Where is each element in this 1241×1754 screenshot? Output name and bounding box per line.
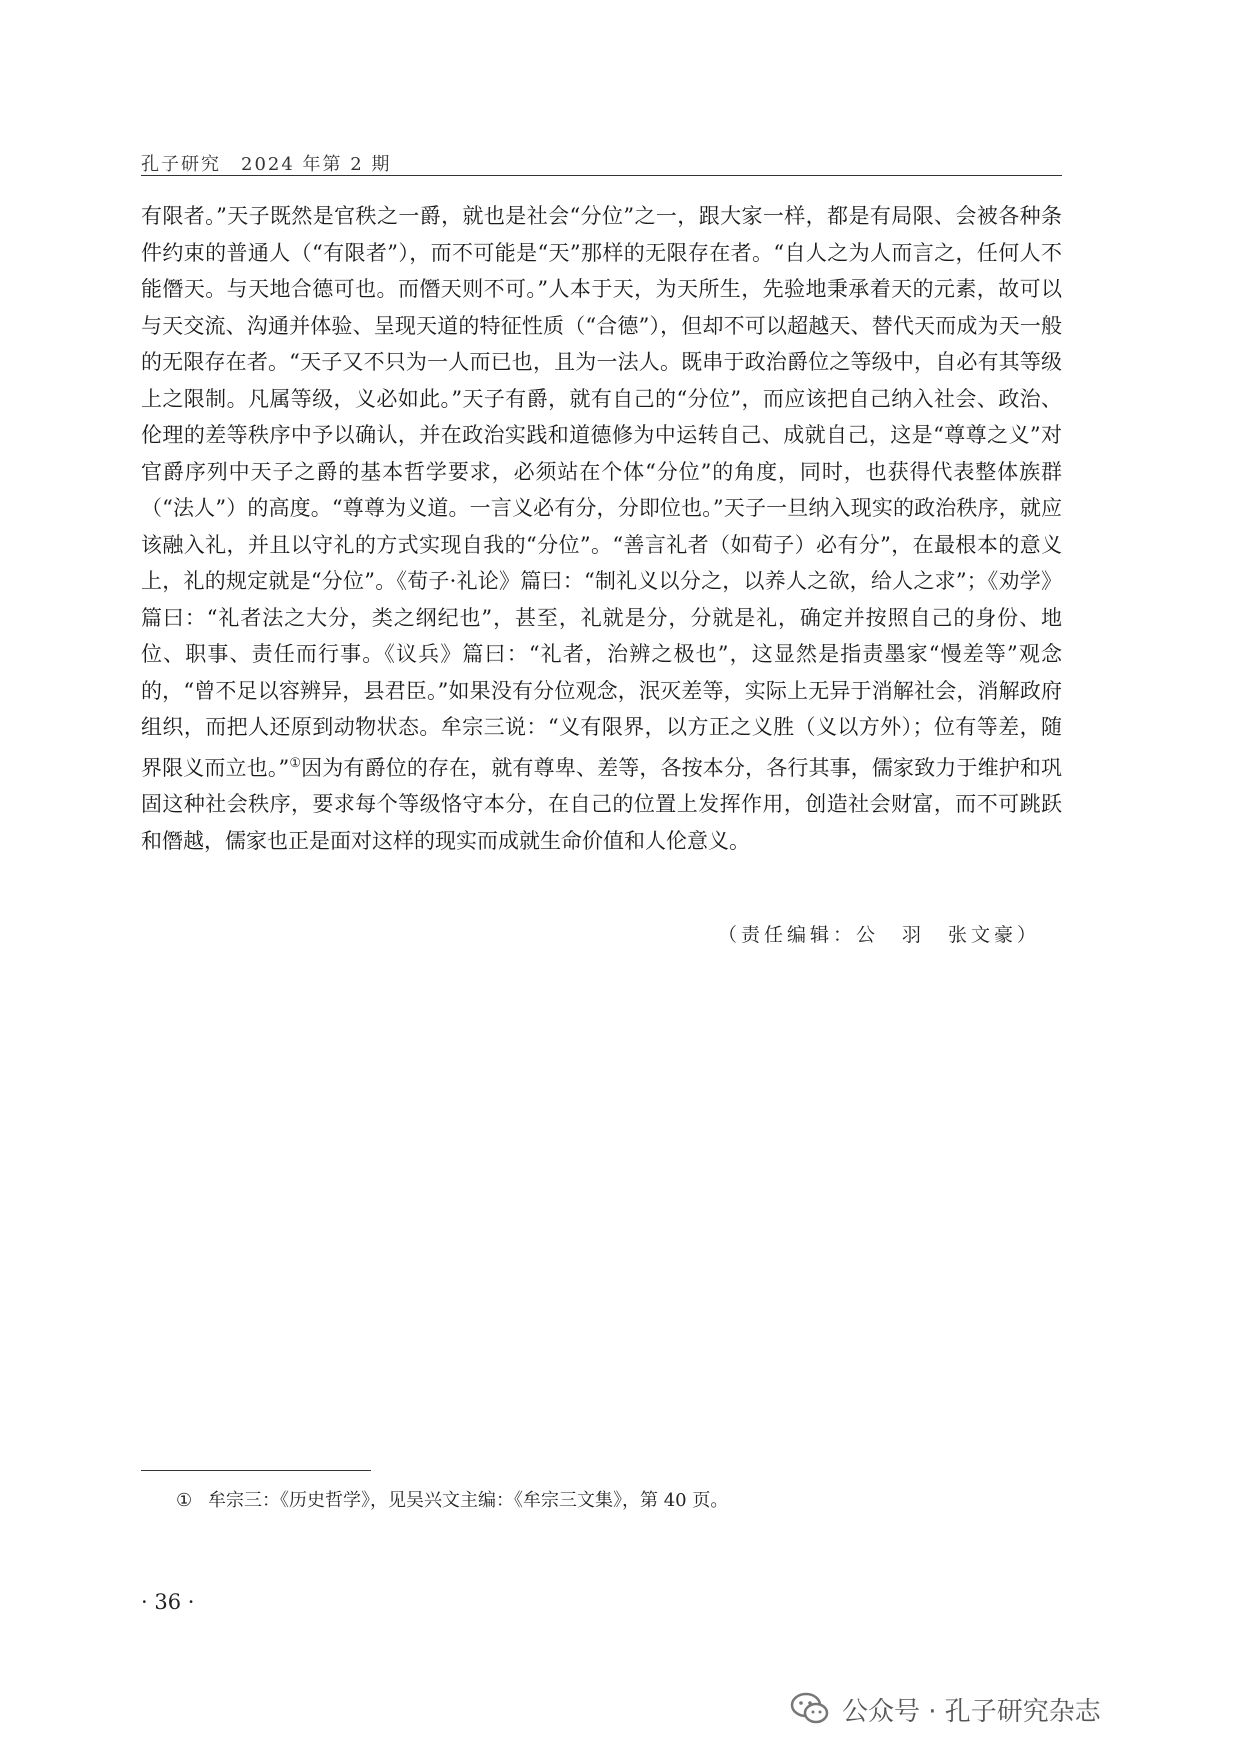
article-body: [141, 198, 1062, 859]
footnote-text: 牟宗三：《历史哲学》，见吴兴文主编：《牟宗三文集》，第 40 页。: [208, 1490, 729, 1511]
body-paragraph: [141, 198, 1062, 859]
footnote-mark: ①: [176, 1490, 193, 1511]
paragraph-text: 有限者。”天子既然是官秩之一爵，就也是社会“分位”之一，跟大家一样，都是有局限、会被各种条件约束的普通人（“有限者”），而不可能是“天”那样的无限存在者。“自人之为人而言之，任何人不能僭天。与天地合德可也。而僭天则不可。”人本于天，为天所生，先验地秉承着天的元素，故可以与天交流、沟通并体验、呈现天道的特征性质（“合德”），但却不可以超越天、替代天而成为天一般的无限存在者。“天子又不只为一人而已也，且为一法人。既串于政治爵位之等级中，自必有其等级上之限制。凡属等级，义必如此。”天子有爵，就有自己的“分位”，而应该把自己纳入社会、政治、伦理的差等秩序中予以确认，并在政治实践和道德修为中运转自己、成就自己，这是“尊尊之义”对官爵序列中天子之爵的基本哲学要求，必须站在个体“分位”的角度，同时，也获得代表整体族群（“法人”）的高度。“尊尊为义道。一言义必有分，分即位也。”天子一旦纳入现实的政治秩序，就应该融入礼，并且以守礼的方式实现自我的“分位”。“善言礼者（如荀子）必有分”，在最根本的意义上，礼的规定就是“分位”。《荀子·礼论》篇曰：“制礼义以分之，以养人之欲，给人之求”；《劝学》篇曰：“礼者法之大分，类之纲纪也”，甚至，礼就是分，分就是礼，确定并按照自己的身份、地位、职事、责任而行事。《议兵》篇曰：“礼者，治辨之极也”，这显然是指责墨家“慢差等”观念的，“曾不足以容辨异，县君臣。”如果没有分位观念，泯灭差等，实际上无异于消解社会，消解政府组织，而把人还原到动物状态。牟宗三说：“义有限界，以方正之义胜（义以方外）；位有等差，随界限义而立也。”: [141, 204, 1062, 780]
paragraph-tail-text: 因为有爵位的存在，就有尊卑、差等，各按本分，各行其事，儒家致力于维护和巩固这种社会秩序，要求每个等级恪守本分，在自己的位置上发挥作用，创造社会财富，而不可跳跃和僭越，儒家也正是面对这样的现实而成就生命价值和人伦意义。: [141, 755, 1063, 853]
running-header: 孔子研究 2024 年第 2 期: [141, 154, 392, 175]
footnote-reference[interactable]: ①: [289, 755, 302, 771]
page-number: · 36 ·: [141, 1590, 195, 1614]
wechat-icon: [790, 1691, 830, 1727]
header-divider: [141, 175, 1062, 176]
wechat-watermark: [790, 1688, 1101, 1730]
footnote: [176, 1486, 1036, 1512]
footnote-divider: [141, 1470, 371, 1471]
watermark-text: 公众号 · 孔子研究杂志: [842, 1696, 1101, 1727]
editor-credit: （责任编辑：公 羽 张文豪）: [717, 924, 1040, 946]
